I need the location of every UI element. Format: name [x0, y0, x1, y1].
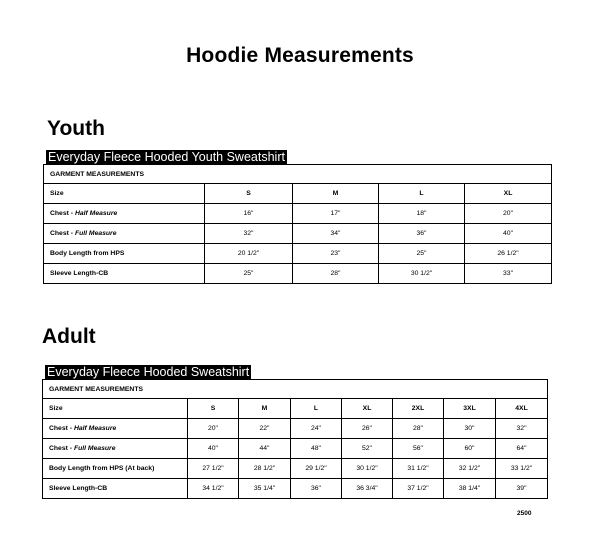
table-cell: 38 1/4": [444, 479, 496, 499]
table-cell: 22": [239, 419, 291, 439]
size-header: 3XL: [444, 399, 496, 419]
table-cell: 27 1/2": [188, 459, 239, 479]
table-row: [44, 204, 552, 224]
table-row: [43, 439, 548, 459]
table-row: [43, 419, 548, 439]
table-cell: 30 1/2": [342, 459, 393, 479]
youth-heading: Youth: [47, 117, 105, 140]
table-row: [44, 224, 552, 244]
row-label: Chest - Half Measure: [44, 204, 205, 224]
table-cell: 64": [496, 439, 548, 459]
size-header: XL: [465, 184, 552, 204]
row-label: Chest - Full Measure: [44, 224, 205, 244]
table-cell: 17": [293, 204, 379, 224]
row-label: Body Length from HPS (At back): [43, 459, 188, 479]
table-cell: 32": [496, 419, 548, 439]
table-cell: 56": [393, 439, 444, 459]
table-cell: 16": [205, 204, 293, 224]
size-label: Size: [44, 184, 205, 204]
table-cell: 20": [465, 204, 552, 224]
size-header: XL: [342, 399, 393, 419]
size-header: 4XL: [496, 399, 548, 419]
adult-heading: Adult: [42, 325, 96, 348]
table-cell: 20 1/2": [205, 244, 293, 264]
table-cell: 33 1/2": [496, 459, 548, 479]
table-cell: 30": [444, 419, 496, 439]
table-cell: 34": [293, 224, 379, 244]
table-row: [43, 459, 548, 479]
adult-size-header-row: [43, 399, 548, 419]
table-cell: 24": [291, 419, 342, 439]
row-label: Chest - Full Measure: [43, 439, 188, 459]
table-cell: 60": [444, 439, 496, 459]
table-cell: 28": [293, 264, 379, 284]
row-label: Body Length from HPS: [44, 244, 205, 264]
table-cell: 35 1/4": [239, 479, 291, 499]
row-label: Sleeve Length-CB: [43, 479, 188, 499]
table-cell: 28": [393, 419, 444, 439]
table-cell: 44": [239, 439, 291, 459]
table-cell: 28 1/2": [239, 459, 291, 479]
page-code: 2500: [517, 510, 532, 517]
youth-table-caption: GARMENT MEASUREMENTS: [44, 165, 552, 184]
table-cell: 29 1/2": [291, 459, 342, 479]
table-cell: 52": [342, 439, 393, 459]
table-cell: 33": [465, 264, 552, 284]
table-row: [44, 244, 552, 264]
size-label: Size: [43, 399, 188, 419]
table-cell: 36": [379, 224, 465, 244]
size-header: M: [293, 184, 379, 204]
table-cell: 36 3/4": [342, 479, 393, 499]
table-row: [43, 479, 548, 499]
table-cell: 25": [205, 264, 293, 284]
size-header: S: [188, 399, 239, 419]
table-cell: 37 1/2": [393, 479, 444, 499]
row-label: Chest - Half Measure: [43, 419, 188, 439]
page-title: Hoodie Measurements: [186, 44, 414, 67]
table-cell: 32": [205, 224, 293, 244]
adult-table-caption: GARMENT MEASUREMENTS: [43, 380, 548, 399]
table-cell: 23": [293, 244, 379, 264]
table-cell: 34 1/2": [188, 479, 239, 499]
table-cell: 40": [465, 224, 552, 244]
table-cell: 20": [188, 419, 239, 439]
row-label: Sleeve Length-CB: [44, 264, 205, 284]
size-header: L: [379, 184, 465, 204]
table-cell: 36": [291, 479, 342, 499]
youth-size-header-row: [44, 184, 552, 204]
adult-product-name: Everyday Fleece Hooded Sweatshirt: [47, 365, 250, 379]
size-header: M: [239, 399, 291, 419]
table-cell: 26": [342, 419, 393, 439]
size-header: L: [291, 399, 342, 419]
table-cell: 25": [379, 244, 465, 264]
table-cell: 40": [188, 439, 239, 459]
table-cell: 39": [496, 479, 548, 499]
table-cell: 26 1/2": [465, 244, 552, 264]
table-row: [44, 264, 552, 284]
table-cell: 32 1/2": [444, 459, 496, 479]
youth-measurements-table: [43, 164, 552, 284]
table-cell: 30 1/2": [379, 264, 465, 284]
adult-measurements-table: [42, 379, 548, 499]
youth-product-name: Everyday Fleece Hooded Youth Sweatshirt: [48, 150, 285, 164]
table-cell: 18": [379, 204, 465, 224]
table-cell: 48": [291, 439, 342, 459]
table-cell: 31 1/2": [393, 459, 444, 479]
size-header: 2XL: [393, 399, 444, 419]
size-header: S: [205, 184, 293, 204]
